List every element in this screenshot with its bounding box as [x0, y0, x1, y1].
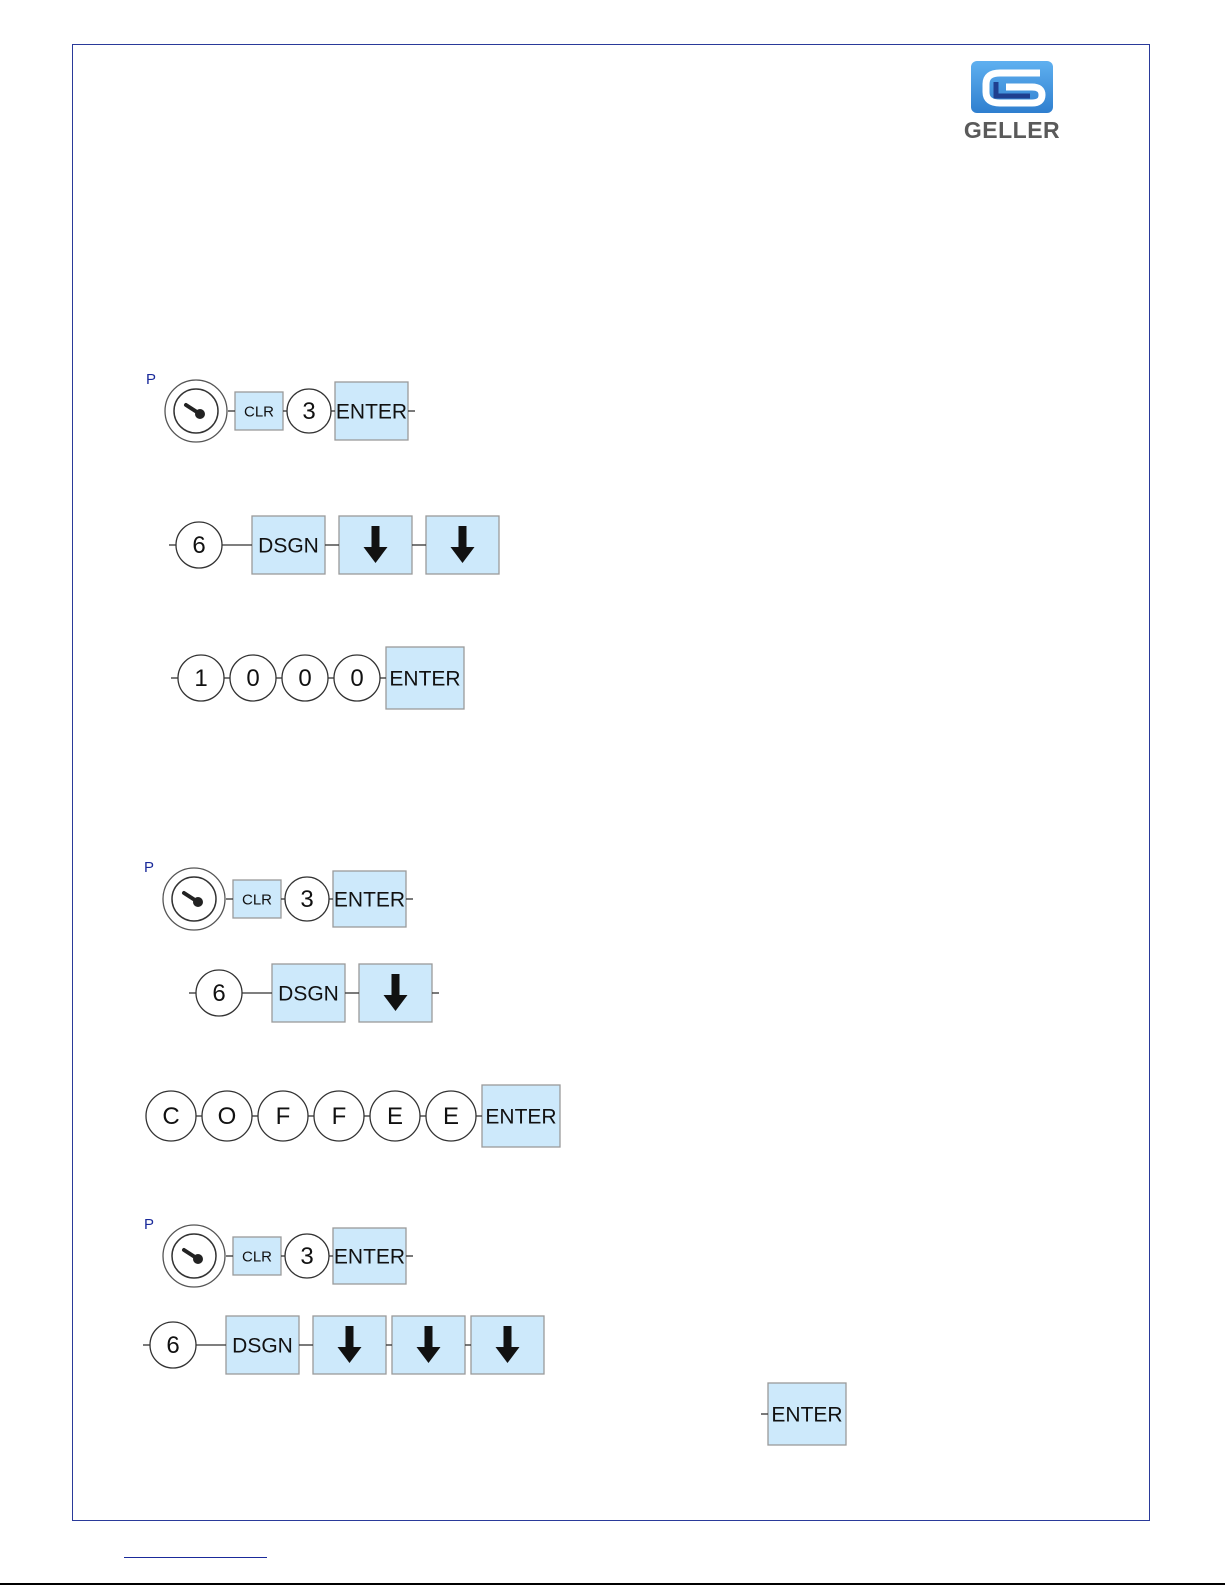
key-sequence-row	[146, 1085, 560, 1147]
key-label: 1	[194, 665, 208, 692]
key-label: E	[386, 1103, 404, 1130]
footer-rule	[124, 1557, 267, 1558]
key-label: ENTER	[335, 400, 408, 424]
key-label: ENTER	[389, 667, 461, 691]
mode-label: P	[144, 1216, 155, 1233]
key-label: 0	[298, 665, 312, 692]
key-label: 6	[212, 980, 226, 1007]
key-label: DSGN	[232, 1334, 293, 1358]
key-label: ENTER	[333, 888, 406, 912]
key-sequence-row	[196, 964, 432, 1022]
mode-label: P	[144, 859, 155, 876]
key-label: O	[217, 1103, 237, 1130]
key-label: DSGN	[258, 534, 319, 558]
key-label: ENTER	[333, 1245, 406, 1269]
key-sequence-row	[768, 1383, 846, 1445]
key-label: 6	[192, 532, 206, 559]
down-arrow-key[interactable]	[313, 1316, 386, 1374]
key-label: C	[162, 1103, 180, 1130]
key-label: 3	[300, 886, 314, 913]
key-sequence-row	[144, 859, 406, 930]
key-sequence-row	[146, 371, 408, 442]
key-sequence-row	[178, 647, 464, 709]
brand-name: GELLER	[963, 117, 1061, 143]
down-arrow-key[interactable]	[359, 964, 432, 1022]
mode-label: P	[146, 371, 157, 388]
key-label: CLR	[241, 891, 273, 909]
key-label: 6	[166, 1332, 180, 1359]
key-label: 0	[246, 665, 260, 692]
down-arrow-key[interactable]	[426, 516, 499, 574]
down-arrow-key[interactable]	[471, 1316, 544, 1374]
key-label: DSGN	[278, 982, 339, 1006]
key-label: ENTER	[485, 1105, 557, 1129]
key-label: 3	[300, 1243, 314, 1270]
down-arrow-key[interactable]	[392, 1316, 465, 1374]
key-label: ENTER	[771, 1403, 843, 1427]
key-label: 0	[350, 665, 364, 692]
key-label: 3	[302, 398, 316, 425]
key-sequence-row	[144, 1216, 406, 1287]
key-label: F	[275, 1103, 291, 1130]
key-label: E	[442, 1103, 460, 1130]
key-label: CLR	[243, 403, 275, 421]
key-label: F	[331, 1103, 347, 1130]
key-label: CLR	[241, 1248, 273, 1266]
down-arrow-key[interactable]	[339, 516, 412, 574]
